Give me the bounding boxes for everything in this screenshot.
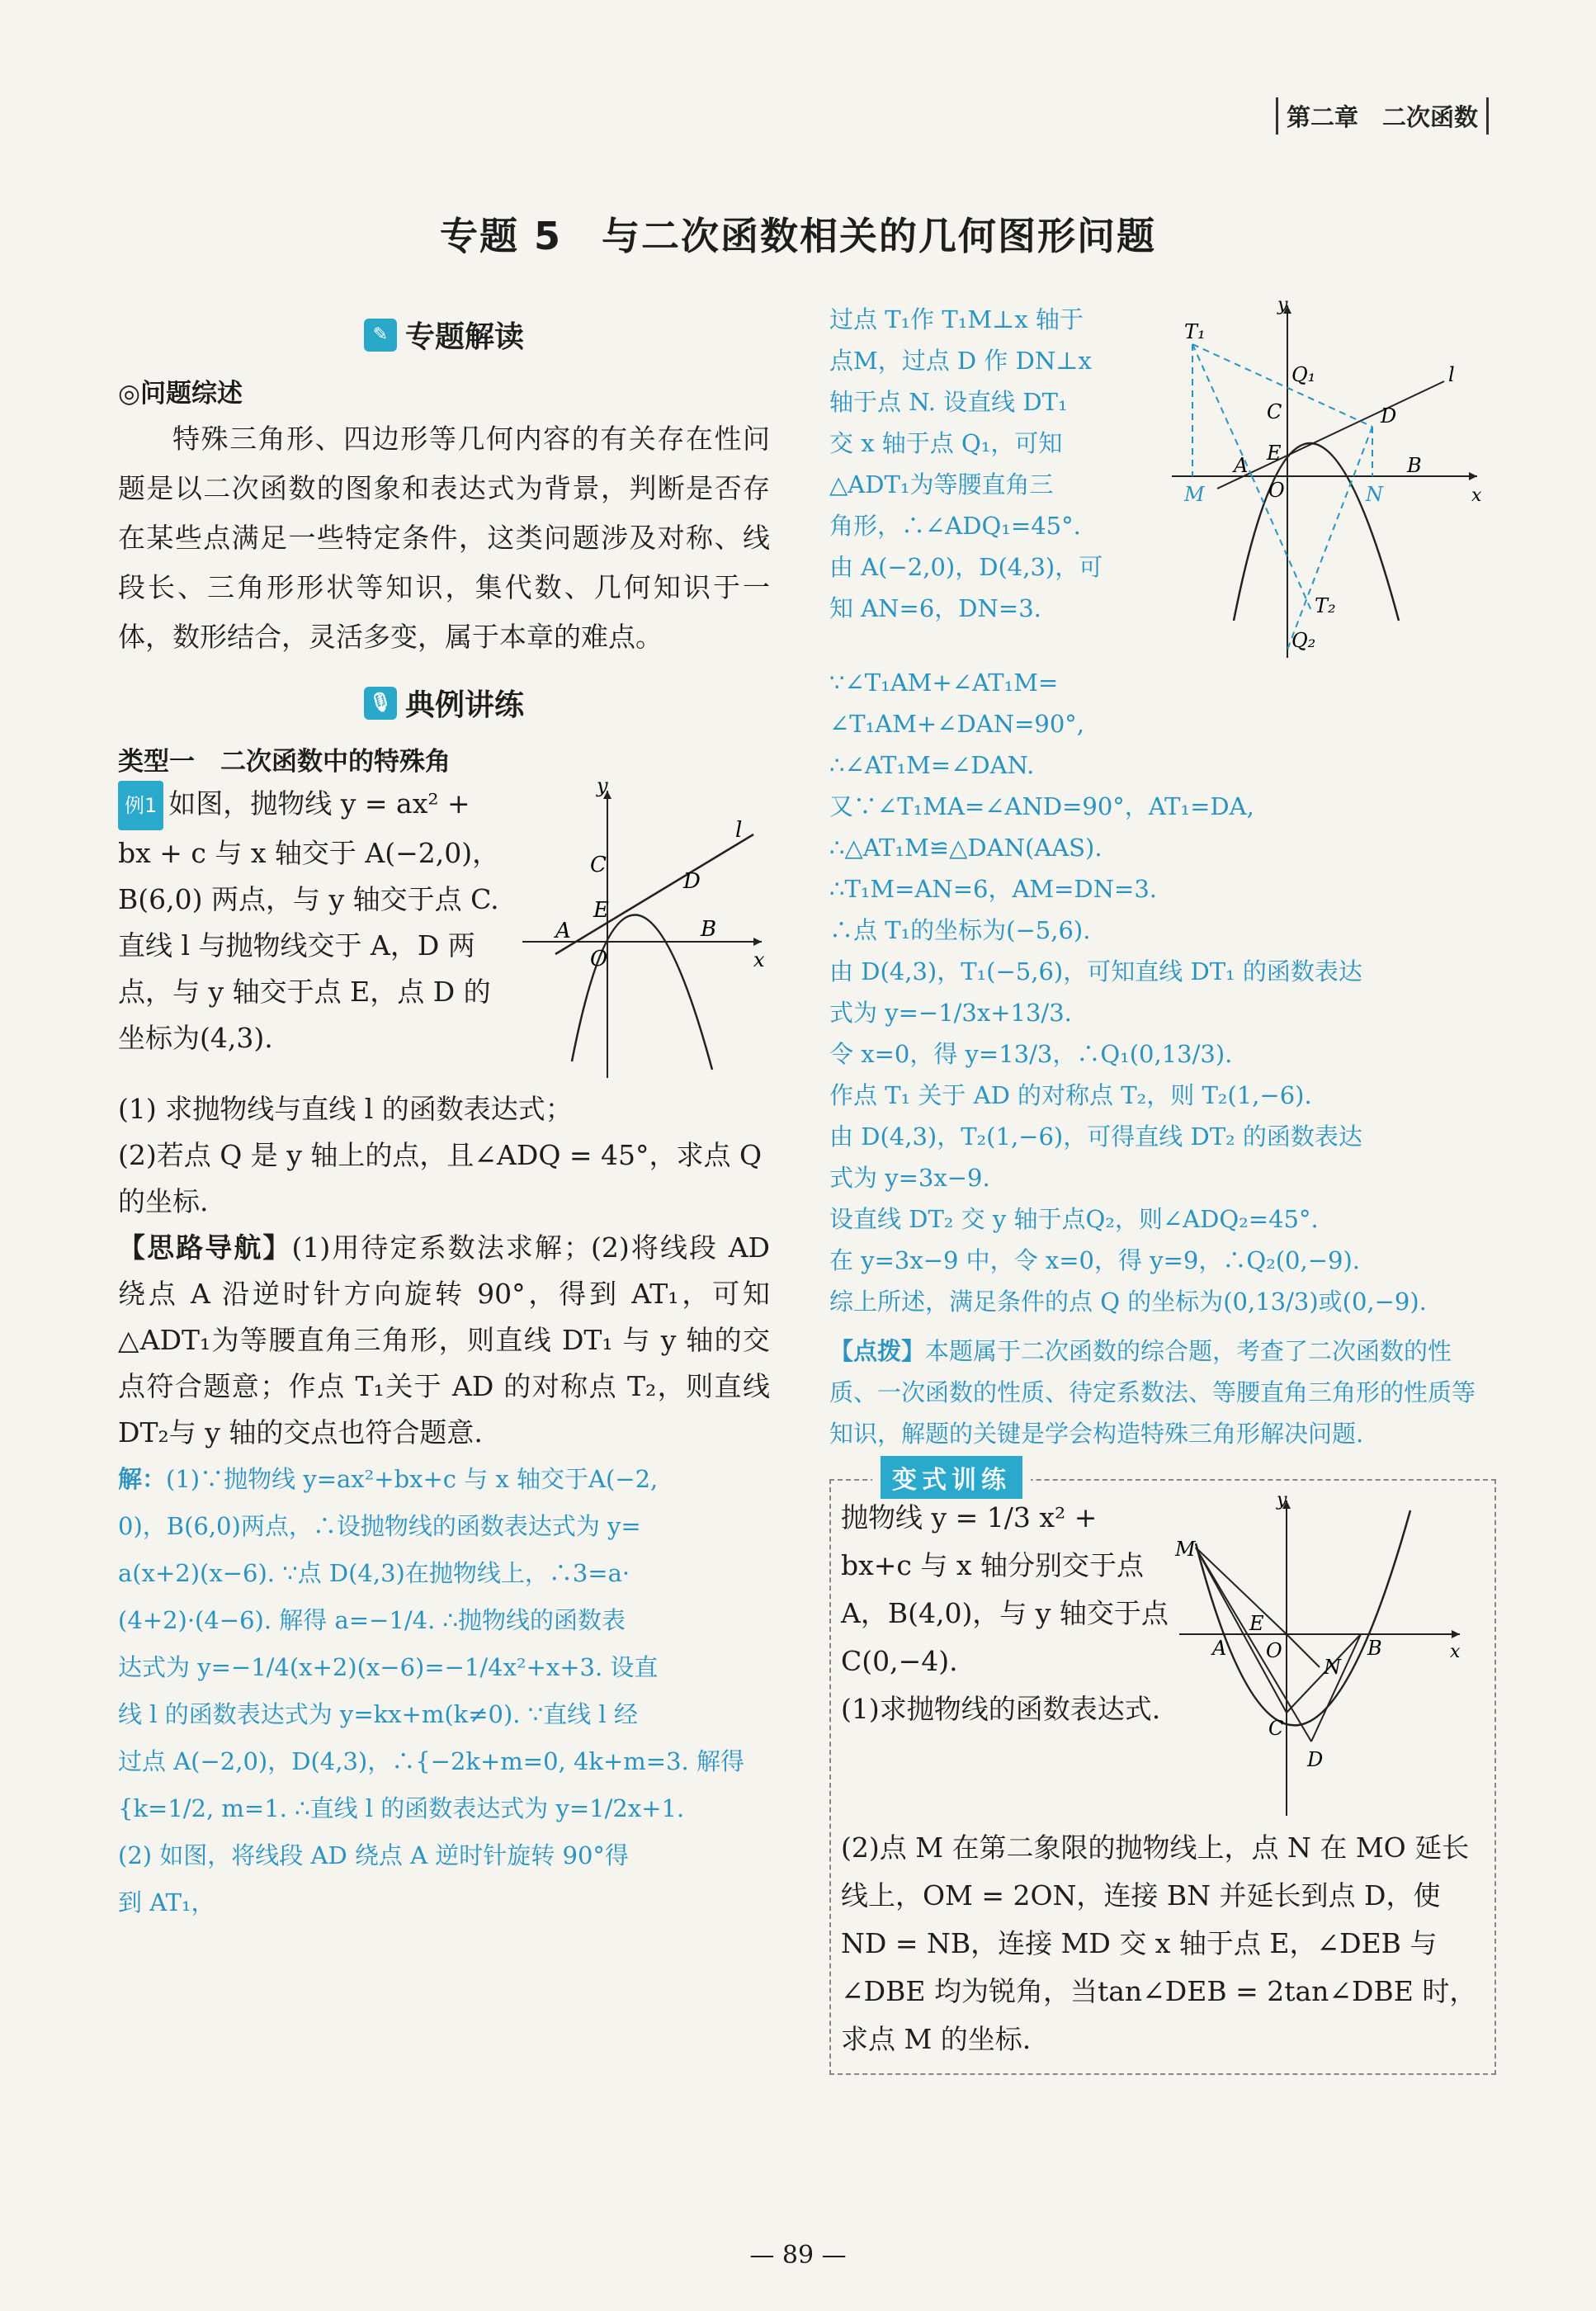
solution-line: (2) 如图，将线段 AD 绕点 A 逆时针旋转 90°得 <box>118 1841 629 1869</box>
solution-line: 在 y=3x−9 中，令 x=0，得 y=9，∴Q₂(0,−9). <box>829 1246 1361 1274</box>
line-l <box>555 834 753 954</box>
solution-continued <box>829 662 1490 1322</box>
label-B: B <box>1407 454 1422 477</box>
line-DT1 <box>1192 344 1372 427</box>
solution-label: 解： <box>118 1465 167 1493</box>
section-title: 典例讲练 <box>404 688 524 722</box>
page-title: 专题 5 与二次函数相关的几何图形问题 <box>439 214 1157 258</box>
left-column <box>118 314 770 1926</box>
label-N: N <box>1366 483 1383 506</box>
solution-line: 又∵∠T₁MA=∠AND=90°，AT₁=DA, <box>829 792 1254 820</box>
solution-line: ∴T₁M=AN=6，AM=DN=3. <box>829 875 1158 903</box>
label-C: C <box>1268 1717 1284 1740</box>
solution-line: ∴点 T₁的坐标为(−5,6). <box>829 916 1091 944</box>
solution-line: 点M，过点 D 作 DN⊥x <box>829 347 1092 375</box>
think-label: 【思路导航】 <box>118 1231 292 1264</box>
hint-label: 【点拨】 <box>829 1337 926 1365</box>
solution-line: ∴△AT₁M≌△DAN(AAS). <box>829 834 1103 862</box>
label-B: B <box>1367 1637 1382 1660</box>
solution-line: 由 A(−2,0)，D(4,3)，可 <box>829 553 1103 581</box>
variant-question-2: (2)点 M 在第二象限的抛物线上，点 N 在 MO 延长线上，OM = 2ON，连接 BN 并延长到点 D，使 ND = NB，连接 MD 交 x 轴于点 E，∠DEB 与 ∠DBE 均为锐角，当tan∠DEB = 2tan∠DBE 时，求点 M 的坐标. <box>841 1831 1477 2055</box>
solution-line: 由 D(4,3)，T₁(−5,6)，可知直线 DT₁ 的函数表达 <box>829 957 1362 985</box>
solution-line: 过点 A(−2,0)，D(4,3)，∴{−2k+m=0, 4k+m=3. 解得 <box>118 1747 744 1775</box>
solution-line: 0)，B(6,0)两点，∴设抛物线的函数表达式为 y= <box>118 1512 641 1540</box>
page-number: — 89 — <box>749 2241 847 2270</box>
label-l: l <box>735 818 743 843</box>
think-guide <box>118 1225 770 1456</box>
solution-line: 到 AT₁， <box>118 1888 215 1916</box>
label-O: O <box>590 947 608 971</box>
label-y: y <box>1277 1494 1287 1510</box>
parabola <box>572 914 712 1070</box>
variant-question-stem: 抛物线 y = 1/3 x² + bx+c 与 x 轴分别交于点A，B(4,0)，与 y 轴交于点C(0,−4). <box>841 1501 1169 1677</box>
think-text: (1)用待定系数法求解；(2)将线段 AD 绕点 A 沿逆时针方向旋转 90°，得到 AT₁，可知△ADT₁为等腰直角三角形，则直线 DT₁ 与 y 轴的交点符合题意；作点 T₁关于 AD 的对称点 T₂，则直线 DT₂与 y 轴的交点也符合题意. <box>118 1231 770 1449</box>
overview-title: ◎问题综述 <box>118 379 243 409</box>
solution-line: 达式为 y=−1/4(x+2)(x−6)=−1/4x²+x+3. 设直 <box>118 1653 659 1681</box>
overview-text: 特殊三角形、四边形等几何内容的有关存在性问题是以二次函数的图象和表达式为背景，判断是否存在某些点满足一些特定条件，这类问题涉及对称、线段长、三角形形状等知识，集代数、几何知识于一体，数形结合，灵活多变，属于本章的难点。 <box>118 423 770 653</box>
segment-MC <box>1196 1548 1287 1713</box>
label-E: E <box>1267 442 1282 465</box>
label-Q1: Q₁ <box>1291 363 1316 386</box>
microphone-icon: 🎙 <box>364 687 397 720</box>
solution-line: (4+2)·(4−6). 解得 a=−1/4. ∴抛物线的函数表 <box>118 1606 626 1634</box>
solution-line: 解：(1)∵抛物线 y=ax²+bx+c 与 x 轴交于A(−2, <box>118 1465 659 1493</box>
label-x: x <box>1450 1642 1461 1662</box>
segment-ON <box>1287 1634 1320 1667</box>
label-M: M <box>1175 1538 1196 1561</box>
section-header-topic <box>118 314 770 356</box>
solution-line: 综上所述，满足条件的点 Q 的坐标为(0,13/3)或(0,−9). <box>829 1288 1427 1316</box>
label-E: E <box>593 898 609 923</box>
solution-line: ∠T₁AM+∠DAN=90°, <box>829 710 1084 738</box>
example-badge: 例1 <box>118 781 163 830</box>
label-M: M <box>1184 483 1205 506</box>
label-D: D <box>683 869 701 894</box>
x-axis-arrow <box>1452 1630 1460 1638</box>
solution-line: a(x+2)(x−6). ∵点 D(4,3)在抛物线上，∴3=a· <box>118 1559 630 1587</box>
type-heading: 类型一 二次函数中的特殊角 <box>118 747 451 777</box>
section-title: 专题解读 <box>404 320 524 354</box>
label-l: l <box>1448 363 1455 386</box>
x-axis-arrow <box>1469 472 1477 480</box>
label-x: x <box>753 948 765 971</box>
right-column <box>829 299 1490 2075</box>
label-B: B <box>701 917 717 942</box>
parabola <box>1196 1510 1410 1725</box>
variant-training-top <box>841 1494 1485 1824</box>
example-text: 如图，抛物线 y = ax² + bx + c 与 x 轴交于 A(−2,0)，B(6,0) 两点，与 y 轴交于点 C. 直线 l 与抛物线交于 A，D 两点，与 y 轴交于点 E，点 D 的坐标为(4,3). <box>118 787 500 1054</box>
question-1: (1) 求抛物线与直线 l 的函数表达式； <box>118 1093 573 1125</box>
label-O: O <box>1266 1639 1282 1662</box>
variant-training-header <box>872 1456 1031 1499</box>
label-T2: T₂ <box>1315 594 1336 617</box>
label-y: y <box>1277 299 1288 315</box>
example-1 <box>118 781 770 1086</box>
label-N: N <box>1324 1656 1341 1679</box>
solution-line: 由 D(4,3)，T₂(1,−6)，可得直线 DT₂ 的函数表达 <box>829 1122 1362 1151</box>
label-E: E <box>1249 1612 1264 1635</box>
label-C: C <box>1267 400 1282 423</box>
right-top-text <box>829 299 1159 662</box>
question-2: (2)若点 Q 是 y 轴上的点，且∠ADQ = 45°，求点 Q 的坐标. <box>118 1139 763 1217</box>
solution-line: 式为 y=3x−9. <box>829 1164 990 1192</box>
solution-line: ∵∠T₁AM+∠AT₁M= <box>829 669 1059 697</box>
variant-figure <box>1171 1494 1468 1824</box>
solution-line: 角形，∴∠ADQ₁=45°. <box>829 512 1081 540</box>
label-O: O <box>1268 479 1285 502</box>
solution-line: 式为 y=−1/3x+13/3. <box>829 999 1072 1027</box>
solution-line: 过点 T₁作 T₁M⊥x 轴于 <box>829 305 1084 333</box>
book-icon: ✎ <box>364 319 397 352</box>
solution-line: 线 l 的函数表达式为 y=kx+m(k≠0). ∵直线 l 经 <box>118 1700 638 1728</box>
solution-line: ∴∠AT₁M=∠DAN. <box>829 751 1035 779</box>
segment-BD <box>1311 1634 1361 1742</box>
solution-line: 作点 T₁ 关于 AD 的对称点 T₂，则 T₂(1,−6). <box>829 1081 1312 1109</box>
label-A: A <box>1234 454 1249 477</box>
solution-line: 知 AN=6，DN=3. <box>829 594 1041 622</box>
label-C: C <box>590 853 607 877</box>
variant-training-box <box>829 1466 1496 2075</box>
solution-figure <box>1159 299 1490 662</box>
solution-line: 交 x 轴于点 Q₁，可知 <box>829 429 1063 457</box>
section-header-examples <box>118 682 770 724</box>
solution-line: △ADT₁为等腰直角三 <box>829 470 1054 499</box>
solution-line: 设直线 DT₂ 交 y 轴于点Q₂，则∠ADQ₂=45°. <box>829 1205 1319 1233</box>
variant-training-text <box>841 1494 1171 1824</box>
hint <box>829 1330 1490 1454</box>
label-A: A <box>1212 1637 1227 1660</box>
label-y: y <box>597 781 608 797</box>
label-D: D <box>1307 1748 1324 1771</box>
label-x: x <box>1471 485 1482 506</box>
solution-line: 轴于点 N. 设直线 DT₁ <box>829 388 1068 416</box>
variant-training-title: 变式训练 <box>881 1456 1022 1499</box>
hint-text: 本题属于二次函数的综合题，考查了二次函数的性质、一次函数的性质、待定系数法、等腰直角三角形的性质等知识，解题的关键是学会构造特殊三角形解决问题. <box>829 1337 1476 1448</box>
x-axis-arrow <box>753 938 762 946</box>
solution-line: {k=1/2, m=1. ∴直线 l 的函数表达式为 y=1/2x+1. <box>118 1794 685 1822</box>
example-figure <box>514 781 770 1086</box>
label-Q2: Q₂ <box>1291 629 1316 652</box>
label-T1: T₁ <box>1184 320 1206 343</box>
right-top <box>829 299 1490 662</box>
variant-question-1: (1)求抛物线的函数表达式. <box>841 1693 1161 1725</box>
example-text-block <box>118 781 506 1086</box>
label-D: D <box>1381 404 1397 428</box>
solution-line: 令 x=0，得 y=13/3，∴Q₁(0,13/3). <box>829 1040 1233 1068</box>
solution <box>118 1456 770 1926</box>
label-A: A <box>555 919 571 943</box>
chapter-tag: 第二章 二次函数 <box>1276 97 1489 135</box>
